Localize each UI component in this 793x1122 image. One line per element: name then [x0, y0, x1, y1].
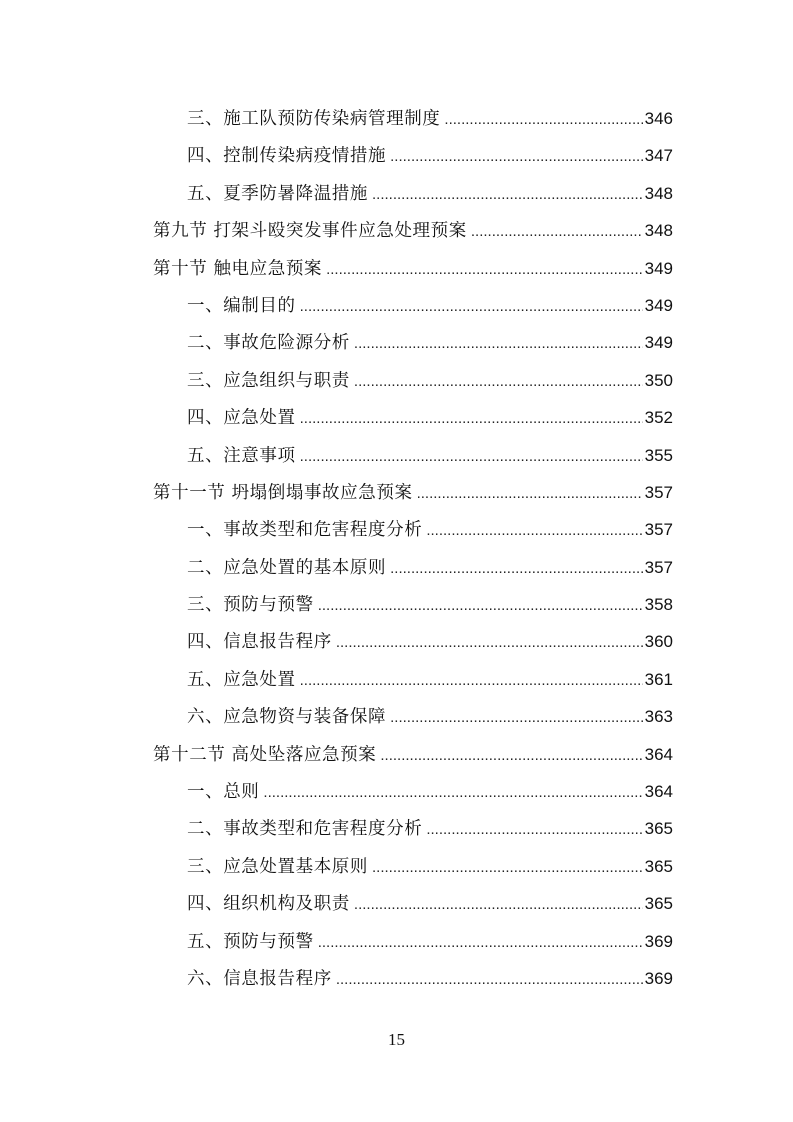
- toc-subsection-entry[interactable]: [0, 885, 673, 922]
- toc-dot-leader: [426, 512, 642, 549]
- toc-entry-title: 三、应急处置基本原则: [187, 856, 368, 877]
- toc-subsection-entry[interactable]: [0, 698, 673, 735]
- toc-entry-title: 六、信息报告程序: [187, 968, 332, 989]
- toc-section-entry[interactable]: [0, 212, 673, 249]
- toc-subsection-entry[interactable]: [0, 923, 673, 960]
- toc-dot-leader: [372, 849, 643, 886]
- toc-entry-title: 五、注意事项: [187, 445, 296, 466]
- toc-subsection-entry[interactable]: [0, 362, 673, 399]
- toc-subsection-entry[interactable]: [0, 287, 673, 324]
- toc-entry-title: 二、应急处置的基本原则: [187, 557, 387, 578]
- toc-subsection-entry[interactable]: [0, 848, 673, 885]
- toc-dot-leader: [318, 924, 643, 961]
- toc-dot-leader: [390, 550, 643, 587]
- toc-entry-page-number: 346: [644, 109, 673, 128]
- toc-subsection-entry[interactable]: [0, 586, 673, 623]
- toc-subsection-entry[interactable]: [0, 137, 673, 174]
- toc-dot-leader: [426, 811, 642, 848]
- toc-entry-page-number: 365: [644, 819, 673, 839]
- toc-dot-leader: [390, 699, 643, 736]
- toc-entry-page-number: 363: [644, 707, 673, 727]
- toc-subsection-entry[interactable]: [0, 175, 673, 212]
- toc-entry-title: 二、事故类型和危害程度分析: [187, 819, 423, 840]
- toc-entry-title: 四、控制传染病疫情措施: [187, 146, 387, 167]
- toc-entry-title: 五、应急处置: [187, 669, 296, 690]
- toc-subsection-entry[interactable]: [0, 437, 673, 474]
- toc-dot-leader: [300, 438, 643, 475]
- page-number: 15: [388, 1030, 405, 1049]
- toc-entry-title: 三、预防与预警: [187, 595, 314, 616]
- toc-dot-leader: [372, 176, 643, 213]
- toc-entry-title: 四、组织机构及职责: [187, 894, 350, 915]
- toc-entry-page-number: 352: [644, 408, 673, 428]
- toc-entry-page-number: 349: [644, 333, 673, 353]
- toc-entry-page-number: 348: [644, 221, 673, 241]
- toc-subsection-entry[interactable]: [0, 810, 673, 847]
- toc-entry-page-number: 357: [644, 557, 673, 577]
- toc-subsection-entry[interactable]: [0, 960, 673, 997]
- toc-dot-leader: [354, 886, 643, 923]
- toc-entry-page-number: 369: [644, 968, 673, 988]
- toc-entry-page-number: 349: [644, 258, 673, 278]
- toc-entry-page-number: 365: [644, 894, 673, 914]
- toc-entry-page-number: 350: [644, 370, 673, 390]
- toc-entry-title: 第十一节 坍塌倒塌事故应急预案: [153, 482, 413, 503]
- toc-subsection-entry[interactable]: [0, 324, 673, 361]
- toc-entry-page-number: 365: [644, 856, 673, 876]
- toc-entry-title: 三、施工队预防传染病管理制度: [187, 109, 441, 129]
- toc-entry-title: 第九节 打架斗殴突发事件应急处理预案: [153, 221, 467, 242]
- toc-dot-leader: [336, 624, 643, 661]
- toc-subsection-entry[interactable]: [0, 661, 673, 698]
- toc-entry-page-number: 364: [644, 744, 673, 764]
- toc-dot-leader: [444, 101, 642, 138]
- toc-subsection-entry[interactable]: [0, 399, 673, 436]
- toc-entry-title: 第十节 触电应急预案: [153, 258, 323, 279]
- toc-entry-page-number: 364: [644, 782, 673, 802]
- toc-entry-title: 一、总则: [187, 782, 260, 803]
- toc-dot-leader: [417, 475, 643, 512]
- toc-subsection-entry[interactable]: [0, 549, 673, 586]
- toc-entry-page-number: 358: [644, 595, 673, 615]
- toc-entry-title: 六、应急物资与装备保障: [187, 707, 387, 728]
- toc-entry-title: 三、应急组织与职责: [187, 370, 350, 391]
- toc-entry-title: 四、信息报告程序: [187, 632, 332, 653]
- toc-subsection-entry[interactable]: [0, 100, 673, 137]
- toc-entry-title: 一、编制目的: [187, 295, 296, 316]
- toc-entry-page-number: 369: [644, 931, 673, 951]
- toc-dot-leader: [390, 138, 643, 175]
- toc-dot-leader: [300, 662, 643, 699]
- toc-dot-leader: [354, 325, 643, 362]
- toc-entry-page-number: 349: [644, 295, 673, 315]
- toc-entry-page-number: 348: [644, 183, 673, 203]
- toc-entry-title: 第十二节 高处坠落应急预案: [153, 744, 377, 765]
- toc-entry-title: 二、事故危险源分析: [187, 333, 350, 354]
- toc-entry-page-number: 361: [644, 669, 673, 689]
- toc-entry-title: 五、预防与预警: [187, 931, 314, 952]
- toc-section-entry[interactable]: [0, 474, 673, 511]
- toc-dot-leader: [471, 213, 643, 250]
- toc-entry-page-number: 355: [644, 445, 673, 465]
- toc-subsection-entry[interactable]: [0, 623, 673, 660]
- toc-dot-leader: [263, 774, 642, 811]
- toc-dot-leader: [380, 737, 642, 774]
- toc-dot-leader: [300, 288, 643, 325]
- toc-dot-leader: [326, 251, 643, 288]
- toc-dot-leader: [300, 400, 643, 437]
- toc-entry-page-number: 357: [644, 520, 673, 540]
- table-of-contents: [0, 100, 793, 997]
- toc-entry-title: 一、事故类型和危害程度分析: [187, 520, 423, 541]
- toc-dot-leader: [354, 363, 643, 400]
- toc-entry-title: 四、应急处置: [187, 408, 296, 429]
- toc-subsection-entry[interactable]: [0, 773, 673, 810]
- toc-entry-page-number: 357: [644, 482, 673, 502]
- toc-entry-title: 五、夏季防暑降温措施: [187, 183, 368, 204]
- toc-dot-leader: [336, 961, 643, 998]
- toc-section-entry[interactable]: [0, 250, 673, 287]
- toc-entry-page-number: 347: [644, 146, 673, 166]
- toc-dot-leader: [318, 587, 643, 624]
- toc-entry-page-number: 360: [644, 632, 673, 652]
- toc-section-entry[interactable]: [0, 736, 673, 773]
- toc-subsection-entry[interactable]: [0, 511, 673, 548]
